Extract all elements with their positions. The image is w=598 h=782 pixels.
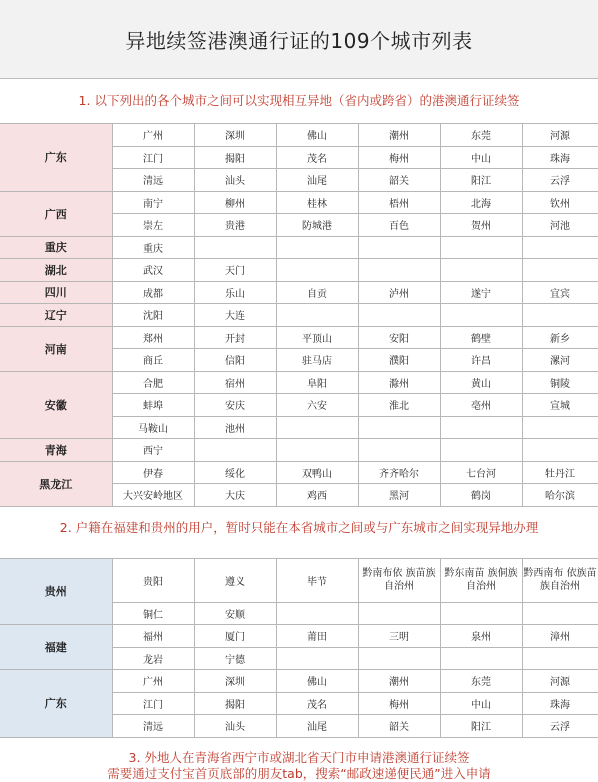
city-cell: 揭阳 bbox=[194, 692, 276, 715]
city-cell: 钦州 bbox=[522, 191, 598, 214]
empty-cell bbox=[276, 439, 358, 462]
table-cross-province-cities bbox=[0, 123, 598, 507]
table-row bbox=[0, 124, 598, 147]
empty-cell bbox=[358, 416, 440, 439]
city-cell: 厦门 bbox=[194, 625, 276, 648]
table-fujian-guizhou-cities bbox=[0, 558, 598, 738]
city-cell: 汕头 bbox=[194, 169, 276, 192]
city-cell: 合肥 bbox=[112, 371, 194, 394]
city-cell: 铜仁 bbox=[112, 602, 194, 625]
empty-cell bbox=[440, 236, 522, 259]
city-cell: 安庆 bbox=[194, 394, 276, 417]
city-cell: 黄山 bbox=[440, 371, 522, 394]
empty-cell bbox=[358, 602, 440, 625]
city-cell: 东莞 bbox=[440, 670, 522, 693]
empty-cell bbox=[522, 236, 598, 259]
city-cell: 天门 bbox=[194, 259, 276, 282]
city-cell: 潮州 bbox=[358, 670, 440, 693]
city-cell: 防城港 bbox=[276, 214, 358, 237]
city-cell: 伊春 bbox=[112, 461, 194, 484]
city-cell: 梅州 bbox=[358, 146, 440, 169]
city-cell: 韶关 bbox=[358, 715, 440, 738]
city-cell: 黔西南布 依族苗族自治州 bbox=[522, 558, 598, 602]
province-name: 安徽 bbox=[0, 371, 112, 439]
city-cell: 泸州 bbox=[358, 281, 440, 304]
empty-cell bbox=[358, 259, 440, 282]
city-cell: 开封 bbox=[194, 326, 276, 349]
city-cell: 阳江 bbox=[440, 169, 522, 192]
city-cell: 贵港 bbox=[194, 214, 276, 237]
city-cell: 沈阳 bbox=[112, 304, 194, 327]
city-cell: 茂名 bbox=[276, 692, 358, 715]
city-cell: 滁州 bbox=[358, 371, 440, 394]
city-cell: 百色 bbox=[358, 214, 440, 237]
city-cell: 大兴安岭地区 bbox=[112, 484, 194, 507]
city-cell: 鹤壁 bbox=[440, 326, 522, 349]
table-row bbox=[0, 259, 598, 282]
city-cell: 大连 bbox=[194, 304, 276, 327]
city-cell: 珠海 bbox=[522, 692, 598, 715]
province-name: 河南 bbox=[0, 326, 112, 371]
city-cell: 河源 bbox=[522, 124, 598, 147]
city-cell: 双鸭山 bbox=[276, 461, 358, 484]
empty-cell bbox=[440, 416, 522, 439]
table-row bbox=[0, 558, 598, 602]
city-cell: 新乡 bbox=[522, 326, 598, 349]
province-name: 黑龙江 bbox=[0, 461, 112, 506]
city-cell: 郑州 bbox=[112, 326, 194, 349]
city-cell: 漯河 bbox=[522, 349, 598, 372]
city-cell: 中山 bbox=[440, 692, 522, 715]
empty-cell bbox=[440, 439, 522, 462]
empty-cell bbox=[358, 647, 440, 670]
city-cell: 武汉 bbox=[112, 259, 194, 282]
city-cell: 蚌埠 bbox=[112, 394, 194, 417]
city-cell: 鸡西 bbox=[276, 484, 358, 507]
city-cell: 云浮 bbox=[522, 169, 598, 192]
city-cell: 深圳 bbox=[194, 124, 276, 147]
city-cell: 龙岩 bbox=[112, 647, 194, 670]
city-cell: 重庆 bbox=[112, 236, 194, 259]
city-cell: 珠海 bbox=[522, 146, 598, 169]
section-3-line-2: 需要通过支付宝首页底部的朋友tab，搜索“邮政速递便民通”进入申请 bbox=[107, 765, 491, 781]
empty-cell bbox=[276, 259, 358, 282]
province-name: 湖北 bbox=[0, 259, 112, 282]
city-cell: 云浮 bbox=[522, 715, 598, 738]
city-cell: 河源 bbox=[522, 670, 598, 693]
city-cell: 汕尾 bbox=[276, 169, 358, 192]
empty-cell bbox=[194, 236, 276, 259]
city-cell: 三明 bbox=[358, 625, 440, 648]
empty-cell bbox=[440, 259, 522, 282]
city-cell: 亳州 bbox=[440, 394, 522, 417]
city-cell: 安阳 bbox=[358, 326, 440, 349]
empty-cell bbox=[276, 304, 358, 327]
city-cell: 许昌 bbox=[440, 349, 522, 372]
city-cell: 柳州 bbox=[194, 191, 276, 214]
city-cell: 福州 bbox=[112, 625, 194, 648]
province-name: 青海 bbox=[0, 439, 112, 462]
city-cell: 自贡 bbox=[276, 281, 358, 304]
city-cell: 西宁 bbox=[112, 439, 194, 462]
city-cell: 宁德 bbox=[194, 647, 276, 670]
city-cell: 莆田 bbox=[276, 625, 358, 648]
table-row bbox=[0, 670, 598, 693]
table-row bbox=[0, 236, 598, 259]
empty-cell bbox=[194, 439, 276, 462]
empty-cell bbox=[358, 439, 440, 462]
city-cell: 鹤岗 bbox=[440, 484, 522, 507]
city-cell: 广州 bbox=[112, 670, 194, 693]
city-cell: 遂宁 bbox=[440, 281, 522, 304]
city-cell: 铜陵 bbox=[522, 371, 598, 394]
empty-cell bbox=[358, 236, 440, 259]
empty-cell bbox=[276, 236, 358, 259]
city-cell: 江门 bbox=[112, 146, 194, 169]
province-name: 广东 bbox=[0, 670, 112, 738]
section-3-line-1: 3. 外地人在青海省西宁市或湖北省天门市申请港澳通行证续签 bbox=[128, 749, 470, 765]
city-cell: 黔南布依 族苗族自治州 bbox=[358, 558, 440, 602]
city-cell: 漳州 bbox=[522, 625, 598, 648]
city-cell: 商丘 bbox=[112, 349, 194, 372]
empty-cell bbox=[276, 416, 358, 439]
empty-cell bbox=[440, 304, 522, 327]
empty-cell bbox=[522, 259, 598, 282]
province-name: 四川 bbox=[0, 281, 112, 304]
city-cell: 宜宾 bbox=[522, 281, 598, 304]
city-cell: 池州 bbox=[194, 416, 276, 439]
city-cell: 揭阳 bbox=[194, 146, 276, 169]
city-cell: 哈尔滨 bbox=[522, 484, 598, 507]
empty-cell bbox=[522, 439, 598, 462]
city-cell: 东莞 bbox=[440, 124, 522, 147]
table-row bbox=[0, 304, 598, 327]
province-name: 广西 bbox=[0, 191, 112, 236]
section-3-note bbox=[0, 738, 598, 782]
province-name: 重庆 bbox=[0, 236, 112, 259]
city-cell: 驻马店 bbox=[276, 349, 358, 372]
city-cell: 大庆 bbox=[194, 484, 276, 507]
city-cell: 平顶山 bbox=[276, 326, 358, 349]
province-name: 福建 bbox=[0, 625, 112, 670]
province-name: 贵州 bbox=[0, 558, 112, 625]
city-cell: 毕节 bbox=[276, 558, 358, 602]
city-cell: 安顺 bbox=[194, 602, 276, 625]
city-cell: 梧州 bbox=[358, 191, 440, 214]
empty-cell bbox=[522, 647, 598, 670]
empty-cell bbox=[276, 602, 358, 625]
city-cell: 乐山 bbox=[194, 281, 276, 304]
city-cell: 北海 bbox=[440, 191, 522, 214]
city-cell: 南宁 bbox=[112, 191, 194, 214]
table-row bbox=[0, 625, 598, 648]
city-cell: 佛山 bbox=[276, 670, 358, 693]
table-row bbox=[0, 461, 598, 484]
empty-cell bbox=[276, 647, 358, 670]
city-cell: 佛山 bbox=[276, 124, 358, 147]
city-cell: 深圳 bbox=[194, 670, 276, 693]
city-cell: 韶关 bbox=[358, 169, 440, 192]
table-row bbox=[0, 439, 598, 462]
city-cell: 贺州 bbox=[440, 214, 522, 237]
section-1-heading: 1. 以下列出的各个城市之间可以实现相互异地（省内或跨省）的港澳通行证续签 bbox=[78, 93, 520, 108]
city-cell: 中山 bbox=[440, 146, 522, 169]
empty-cell bbox=[522, 304, 598, 327]
city-cell: 茂名 bbox=[276, 146, 358, 169]
city-cell: 宿州 bbox=[194, 371, 276, 394]
table-row bbox=[0, 326, 598, 349]
city-cell: 潮州 bbox=[358, 124, 440, 147]
city-cell: 黑河 bbox=[358, 484, 440, 507]
city-cell: 七台河 bbox=[440, 461, 522, 484]
city-cell: 汕头 bbox=[194, 715, 276, 738]
city-cell: 桂林 bbox=[276, 191, 358, 214]
city-cell: 阳江 bbox=[440, 715, 522, 738]
city-cell: 成都 bbox=[112, 281, 194, 304]
province-name: 广东 bbox=[0, 124, 112, 192]
city-cell: 淮北 bbox=[358, 394, 440, 417]
empty-cell bbox=[440, 602, 522, 625]
section-2-heading: 2. 户籍在福建和贵州的用户，暂时只能在本省城市之间或与广东城市之间实现异地办理 bbox=[59, 520, 539, 535]
city-cell: 信阳 bbox=[194, 349, 276, 372]
empty-cell bbox=[440, 647, 522, 670]
city-cell: 绥化 bbox=[194, 461, 276, 484]
city-cell: 广州 bbox=[112, 124, 194, 147]
page-title: 异地续签港澳通行证的109个城市列表 bbox=[0, 0, 598, 79]
city-cell: 贵阳 bbox=[112, 558, 194, 602]
city-cell: 濮阳 bbox=[358, 349, 440, 372]
city-cell: 河池 bbox=[522, 214, 598, 237]
table-row bbox=[0, 281, 598, 304]
city-cell: 泉州 bbox=[440, 625, 522, 648]
city-cell: 清远 bbox=[112, 169, 194, 192]
city-cell: 黔东南苗 族侗族自治州 bbox=[440, 558, 522, 602]
city-cell: 梅州 bbox=[358, 692, 440, 715]
empty-cell bbox=[358, 304, 440, 327]
province-name: 辽宁 bbox=[0, 304, 112, 327]
city-cell: 宣城 bbox=[522, 394, 598, 417]
city-cell: 阜阳 bbox=[276, 371, 358, 394]
city-cell: 清远 bbox=[112, 715, 194, 738]
city-cell: 齐齐哈尔 bbox=[358, 461, 440, 484]
empty-cell bbox=[522, 602, 598, 625]
city-cell: 牡丹江 bbox=[522, 461, 598, 484]
city-cell: 马鞍山 bbox=[112, 416, 194, 439]
empty-cell bbox=[522, 416, 598, 439]
table-row bbox=[0, 371, 598, 394]
city-cell: 汕尾 bbox=[276, 715, 358, 738]
city-cell: 崇左 bbox=[112, 214, 194, 237]
table-row bbox=[0, 191, 598, 214]
city-cell: 江门 bbox=[112, 692, 194, 715]
city-cell: 遵义 bbox=[194, 558, 276, 602]
city-cell: 六安 bbox=[276, 394, 358, 417]
